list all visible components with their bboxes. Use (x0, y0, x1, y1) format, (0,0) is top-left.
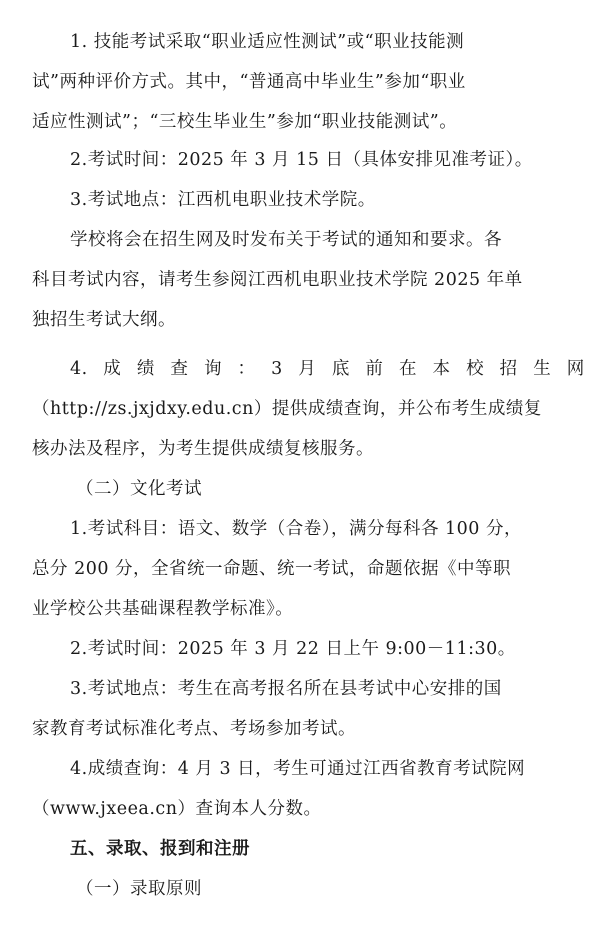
para5-char: 本 (432, 359, 451, 379)
heading5-title: 五、录取、报到和注册 (70, 839, 250, 859)
para5-line3: 核办法及程序，为考生提供成绩复核服务。 (32, 439, 374, 459)
para5-char: 月 (298, 359, 317, 379)
para5-char: 在 (398, 359, 417, 379)
para9-line1: 4.成绩查询：4 月 3 日，考生可通过江西省教育考试院网 (70, 759, 526, 779)
para2: 2.考试时间：2025 年 3 月 15 日（具体安排见准考证）。 (70, 150, 533, 170)
para5-char: 生 (533, 359, 552, 379)
para5-char: 前 (365, 359, 384, 379)
para6-line3: 业学校公共基础课程教学标准》。 (32, 599, 294, 619)
section2-title: （二）文化考试 (76, 479, 202, 499)
para5-char: 4. (70, 359, 88, 379)
para5-char: 底 (331, 359, 350, 379)
para1-line2: 试”两种评价方式。其中，“普通高中毕业生”参加“职业 (32, 72, 466, 92)
para5-char: 网 (566, 359, 585, 379)
para5-char: 3 (271, 359, 283, 379)
para5-char: 招 (499, 359, 518, 379)
para5-char: 绩 (136, 359, 155, 379)
enroll-principle-title: （一）录取原则 (76, 879, 202, 899)
para3: 3.考试地点：江西机电职业技术学院。 (70, 190, 376, 210)
para8-line1: 3.考试地点：考生在高考报名所在县考试中心安排的国 (70, 679, 502, 699)
para5-char: 校 (466, 359, 485, 379)
para5-char: 查 (170, 359, 189, 379)
para5-line1 (70, 357, 585, 381)
para8-line2: 家教育考试标准化考点、考场参加考试。 (32, 719, 356, 739)
para6-line2: 总分 200 分，全省统一命题、统一考试，命题依据《中等职 (32, 559, 512, 579)
para1-line1: 1. 技能考试采取“职业适应性测试”或“职业技能测 (70, 32, 465, 52)
para4-line1: 学校将会在招生网及时发布关于考试的通知和要求。各 (70, 230, 502, 250)
para4-line3: 独招生考试大纲。 (32, 310, 176, 330)
para9-line2: （www.jxeea.cn）查询本人分数。 (32, 799, 322, 819)
para1-line3: 适应性测试”；“三校生毕业生”参加“职业技能测试”。 (32, 112, 458, 132)
para5-char: ： (237, 359, 256, 379)
para5-char: 成 (103, 359, 122, 379)
para4-line2: 科目考试内容，请考生参阅江西机电职业技术学院 2025 年单 (32, 270, 523, 290)
para5-line2: （http://zs.jxjdxy.edu.cn）提供成绩查询，并公布考生成绩复 (32, 399, 542, 419)
para6-line1: 1.考试科目：语文、数学（合卷），满分每科各 100 分， (70, 519, 522, 539)
para5-char: 询 (203, 359, 222, 379)
para7: 2.考试时间：2025 年 3 月 22 日上午 9:00－11:30。 (70, 639, 516, 659)
